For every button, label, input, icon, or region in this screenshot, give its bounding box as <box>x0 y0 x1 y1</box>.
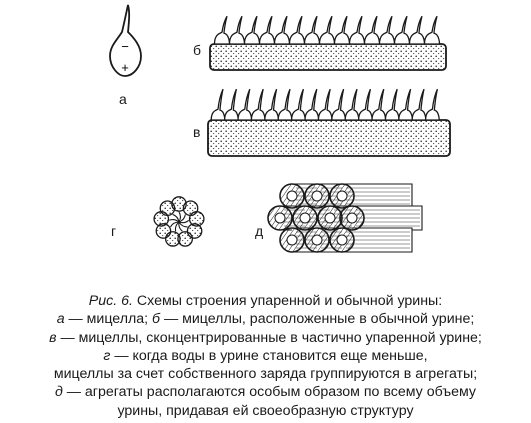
plus-charge: + <box>121 60 129 75</box>
micelle-aggregate <box>154 197 204 246</box>
micelles-concentrated <box>208 89 450 156</box>
micelles-in-ordinary-urine <box>210 16 446 70</box>
micelle <box>278 89 292 120</box>
aggregate-core <box>337 191 347 201</box>
aggregate-core <box>275 213 285 223</box>
micelle <box>399 89 413 120</box>
aggregate-core <box>347 213 357 223</box>
micelle <box>345 89 359 120</box>
micelle <box>290 16 305 44</box>
letter-b: б <box>152 311 161 328</box>
aggregate-core <box>312 235 322 245</box>
caption-line-5: мицеллы за счет собственного заряда группируются в агрегаты; <box>53 366 478 383</box>
caption-text: — агрегаты располагаются особым образом по всему объему <box>62 384 477 401</box>
figure-number: Рис. 6. <box>88 293 133 309</box>
aggregates-structure <box>268 184 422 252</box>
micelle <box>305 16 320 44</box>
micelle <box>260 16 275 44</box>
micelle <box>332 89 346 120</box>
label-v: в <box>193 124 201 140</box>
micelle <box>350 16 365 44</box>
micelle <box>410 16 425 44</box>
micelle <box>372 89 386 120</box>
label-d: д <box>255 223 264 239</box>
letter-v: в <box>49 329 57 346</box>
figure-caption <box>0 292 531 420</box>
aggregate-core <box>312 191 322 201</box>
micelle <box>245 16 260 44</box>
micelle <box>211 89 225 120</box>
micelle <box>335 16 350 44</box>
micelle <box>318 89 332 120</box>
caption-text: — мицелла; <box>64 311 153 328</box>
micelle <box>238 89 252 120</box>
micelle-a <box>110 5 141 76</box>
aggregate-core <box>337 235 347 245</box>
caption-line-7: урины, придавая ей своеобразную структуру <box>117 402 414 419</box>
micelle-head <box>160 201 174 215</box>
micelle <box>395 16 410 44</box>
aggregate-core <box>287 191 297 201</box>
urine-layer-v <box>208 120 450 156</box>
micelle-tail <box>179 212 180 222</box>
label-g: г <box>111 223 117 239</box>
micelle <box>305 89 319 120</box>
micelle <box>320 16 335 44</box>
letter-a: а <box>56 311 65 328</box>
micelle <box>365 16 380 44</box>
urine-layer-b <box>210 44 446 70</box>
micelle <box>230 16 245 44</box>
micelle <box>385 89 399 120</box>
caption-line-6 <box>0 383 531 401</box>
micelle <box>412 89 426 120</box>
micelle <box>225 89 239 120</box>
micelle <box>359 89 373 120</box>
letter-g: г <box>103 347 111 364</box>
micelle <box>426 89 440 120</box>
caption-title: Схемы строения упаренной и обычной урины: <box>132 293 443 309</box>
aggregate-core <box>300 213 310 223</box>
caption-text: — мицеллы, сконцентрированные в частично упаренной урине; <box>56 329 482 346</box>
label-a: а <box>119 91 127 107</box>
aggregate-core <box>287 235 297 245</box>
micelle <box>380 16 395 44</box>
caption-text: — когда воды в урине становится еще меньше, <box>110 347 428 364</box>
micelle <box>292 89 306 120</box>
micelle <box>251 89 265 120</box>
micelle <box>275 16 290 44</box>
caption-line-2 <box>0 310 531 328</box>
letter-d: д <box>54 384 63 401</box>
minus-charge: − <box>121 39 129 54</box>
label-b: б <box>193 42 202 58</box>
micelle <box>425 16 440 44</box>
caption-line-1 <box>0 292 531 310</box>
aggregate-core <box>325 213 335 223</box>
micelle <box>215 16 230 44</box>
caption-line-4 <box>0 347 531 365</box>
caption-text: — мицеллы, расположенные в обычной урине; <box>160 311 475 328</box>
micelle <box>265 89 279 120</box>
caption-line-3 <box>0 329 531 347</box>
